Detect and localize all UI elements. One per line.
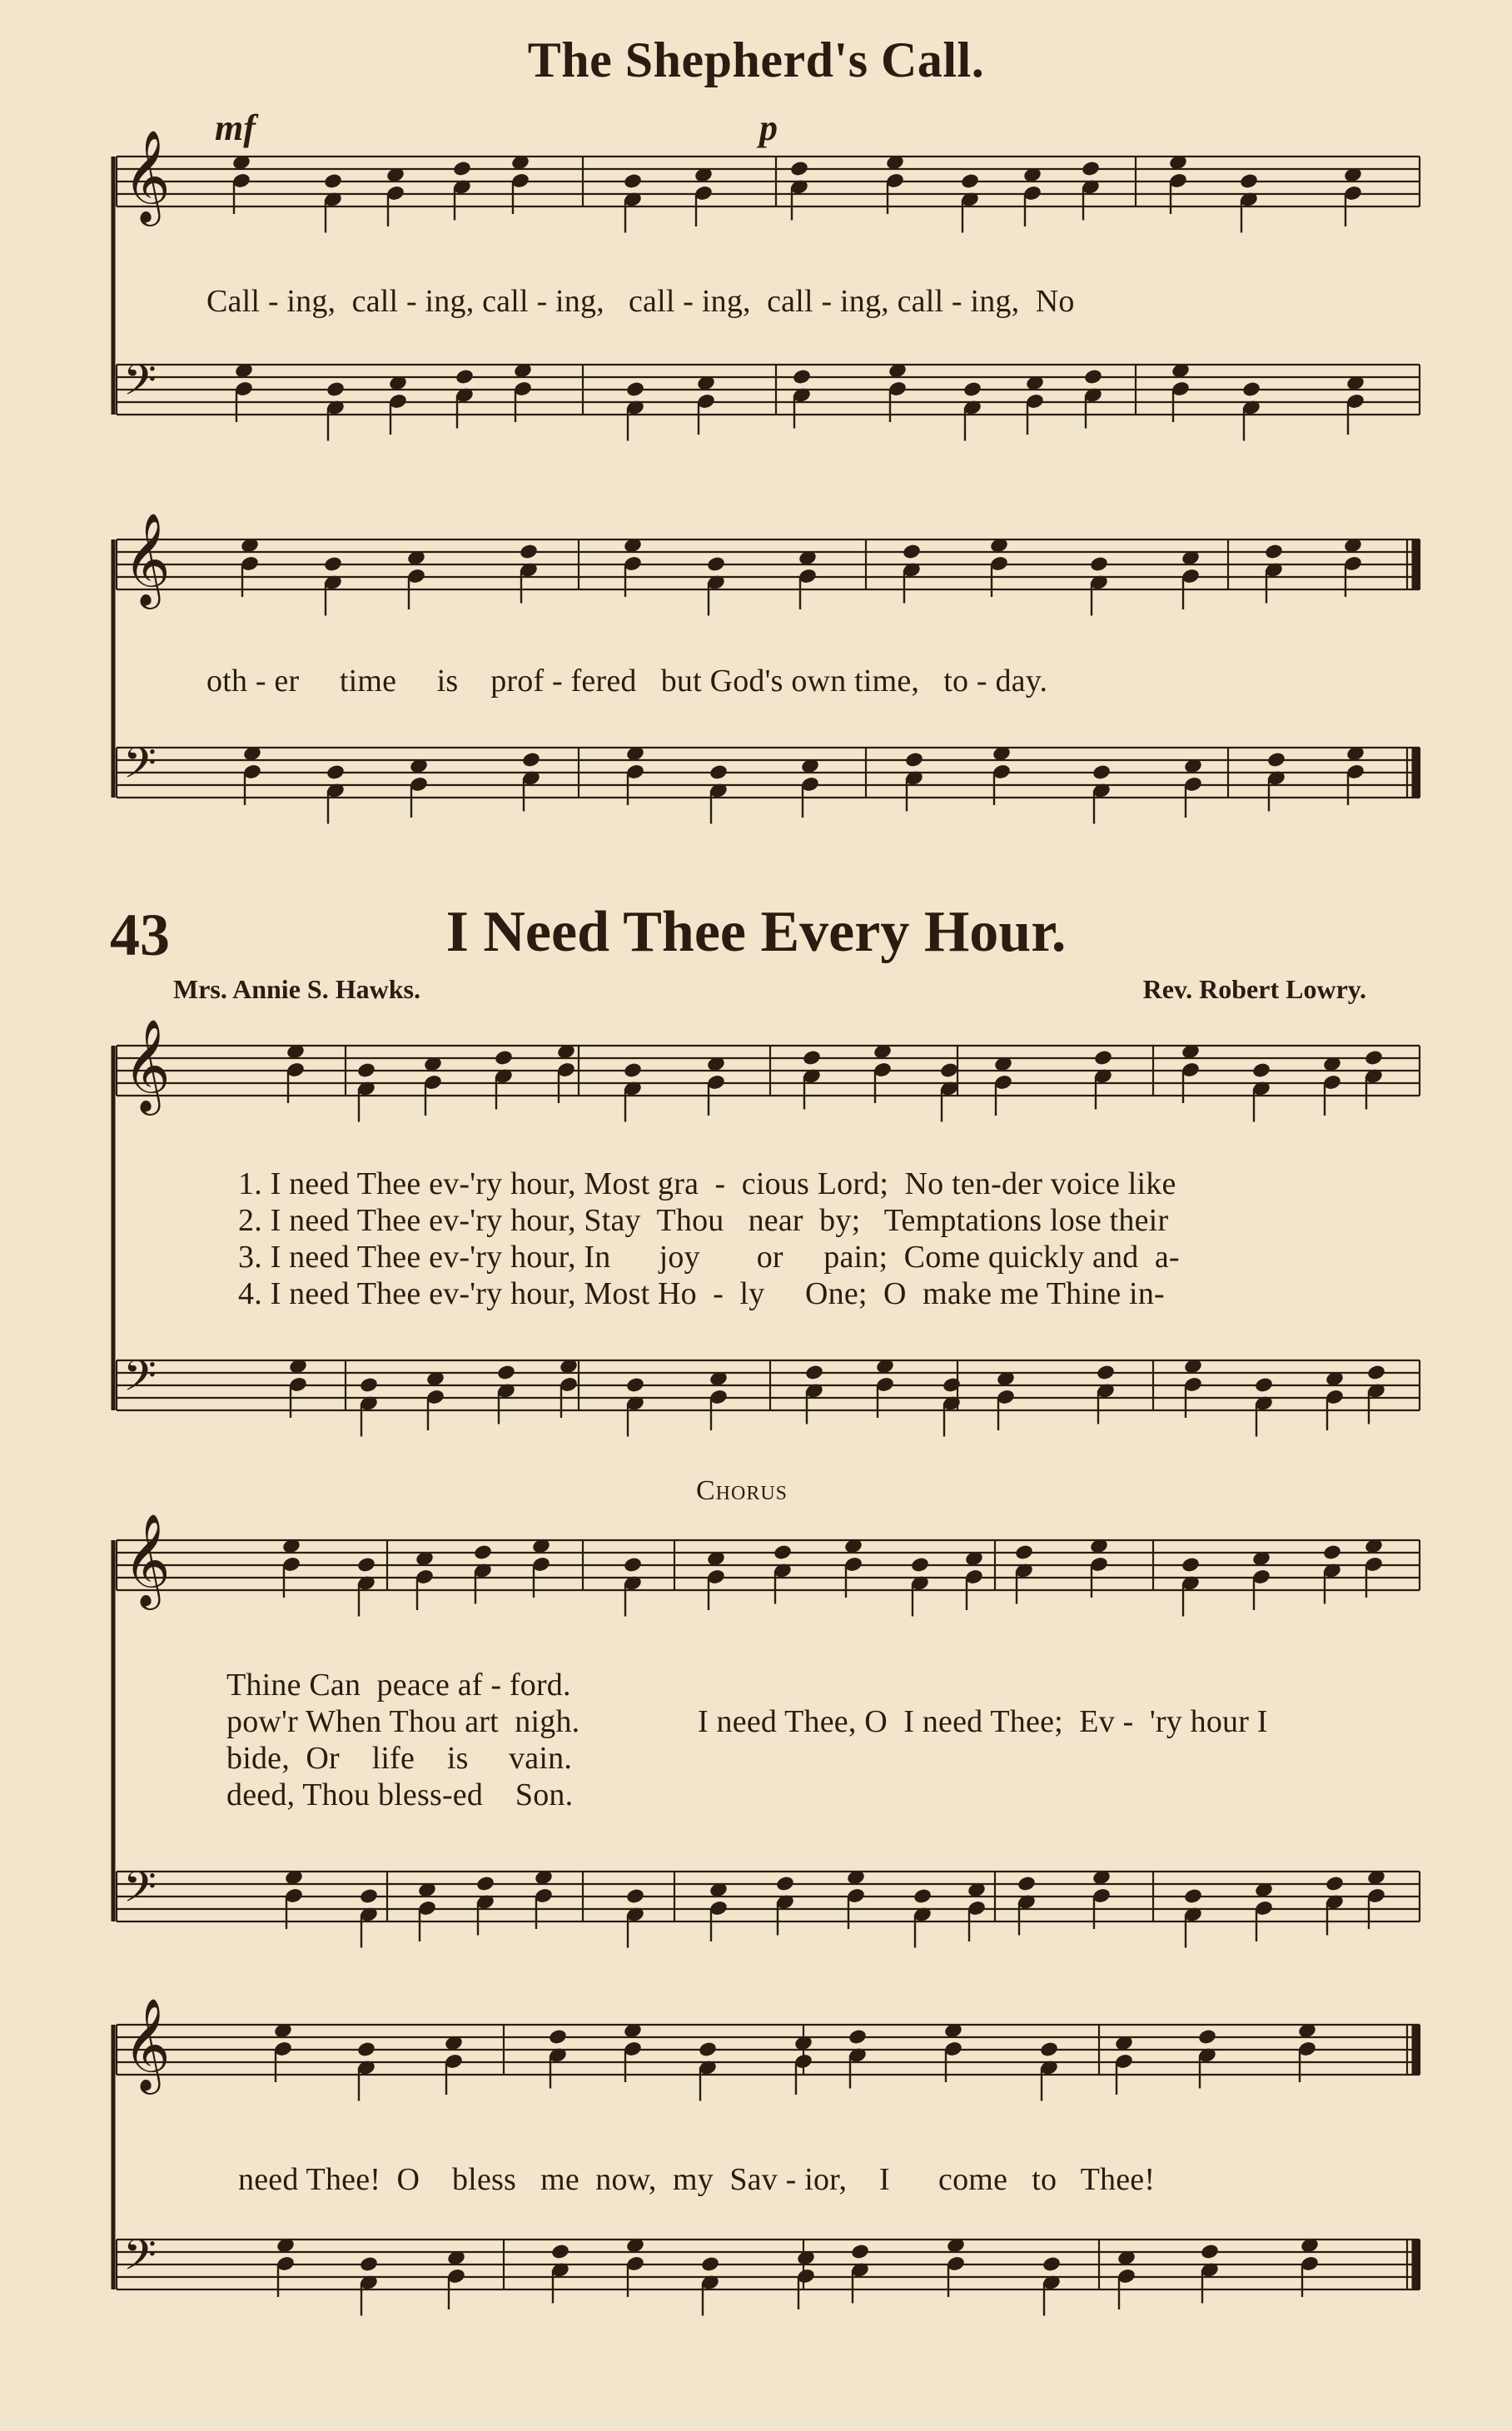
treble-note: [356, 2041, 376, 2058]
hymn-number: 43: [110, 902, 170, 968]
bass-note: [1325, 1875, 1345, 1892]
bass-note: [700, 2255, 720, 2273]
bass-note: [359, 2255, 379, 2273]
bass-clef-icon: 𝄢: [123, 355, 157, 415]
bass-note: [359, 1887, 379, 1905]
treble-clef-icon: 𝄞: [123, 1513, 171, 1606]
treble-note: [910, 1556, 930, 1573]
bass-note: [1241, 380, 1261, 398]
treble-staff: [117, 1018, 1420, 1116]
chorus-lyrics-line: need Thee! O bless me now, my Sav - ior, I come to Thee!: [238, 2162, 1156, 2197]
treble-note: [773, 1544, 793, 1561]
chorus-label: Chorus: [696, 1475, 788, 1506]
treble-note: [1093, 1049, 1113, 1066]
chorus-lead-line-2: pow'r When Thou art nigh.: [226, 1704, 580, 1739]
bass-note: [942, 1376, 962, 1394]
verse-line-3: 3. I need Thee ev-'ry hour, In joy or pain; Come quickly and a-: [238, 1240, 1180, 1275]
bass-staff: [117, 355, 1420, 415]
author-credit: Mrs. Annie S. Hawks.: [173, 974, 420, 1004]
treble-note: [623, 1556, 643, 1573]
bass-note: [625, 380, 645, 398]
bass-note: [1096, 1364, 1116, 1381]
bass-staff: [117, 1350, 1420, 1411]
composer-credit: Rev. Robert Lowry.: [1142, 974, 1366, 1004]
bass-staff: [117, 738, 1420, 798]
treble-clef-icon: 𝄞: [123, 129, 171, 222]
treble-note: [519, 543, 539, 560]
bass-note: [913, 1887, 933, 1905]
treble-note: [1089, 555, 1109, 573]
treble-note: [323, 555, 343, 573]
hymn-title-i-need-thee: I Need Thee Every Hour.: [445, 900, 1067, 964]
treble-note: [1197, 2028, 1217, 2046]
bass-note: [326, 380, 346, 398]
verse-line-1: 1. I need Thee ev-'ry hour, Most gra - cious Lord; No ten-der voice like: [238, 1166, 1176, 1201]
bass-clef-icon: 𝄢: [123, 2230, 157, 2290]
treble-note: [706, 555, 726, 573]
treble-note: [473, 1544, 493, 1561]
bass-note: [550, 2243, 570, 2260]
treble-clef-icon: 𝄞: [123, 512, 171, 605]
bass-note: [455, 368, 475, 385]
bass-note: [1083, 368, 1103, 385]
bass-note: [1254, 1376, 1274, 1394]
treble-staff: [117, 1997, 1420, 2095]
bass-note: [1092, 763, 1112, 781]
dynamic-marking-p: p: [759, 107, 778, 148]
lyrics-line: Call - ing, call - ing, call - ing, call - ing, call - ing, call - ing, No: [206, 284, 1075, 319]
bass-note: [625, 1887, 645, 1905]
treble-clef-icon: 𝄞: [123, 1018, 171, 1111]
treble-note: [1181, 1556, 1201, 1573]
treble-note: [356, 1556, 376, 1573]
chorus-lead-line-4: deed, Thou bless-ed Son.: [226, 1777, 574, 1812]
chorus-lyrics-line: I need Thee, O I need Thee; Ev - 'ry hour I: [698, 1704, 1268, 1739]
treble-note: [323, 172, 343, 190]
bass-note: [1042, 2255, 1062, 2273]
bass-clef-icon: 𝄢: [123, 738, 157, 798]
bass-note: [904, 751, 924, 768]
treble-note: [494, 1049, 514, 1066]
bass-clef-icon: 𝄢: [123, 1350, 157, 1411]
bass-note: [1200, 2243, 1220, 2260]
treble-note: [1364, 1049, 1384, 1066]
bass-note: [850, 2243, 870, 2260]
treble-note: [623, 172, 643, 190]
dynamic-marking-mf: mf: [215, 107, 256, 148]
treble-note: [1251, 1061, 1271, 1079]
bass-note: [1017, 1875, 1037, 1892]
verse-line-2: 2. I need Thee ev-'ry hour, Stay Thou near by; Temptations lose their: [238, 1203, 1169, 1238]
treble-note: [1014, 1544, 1034, 1561]
treble-note: [1264, 543, 1284, 560]
treble-note: [802, 1049, 822, 1066]
treble-staff: [117, 1513, 1420, 1610]
bass-note: [1183, 1887, 1203, 1905]
bass-note: [1366, 1364, 1386, 1381]
treble-note: [789, 160, 809, 177]
treble-note: [698, 2041, 718, 2058]
treble-note: [902, 543, 922, 560]
bass-note: [1266, 751, 1286, 768]
chorus-lead-line-3: bide, Or life is vain.: [226, 1741, 573, 1776]
bass-note: [804, 1364, 824, 1381]
bass-note: [326, 763, 346, 781]
verse-line-4: 4. I need Thee ev-'ry hour, Most Ho - ly One; O make me Thine in-: [238, 1276, 1165, 1311]
bass-note: [709, 763, 729, 781]
treble-note: [623, 1061, 643, 1079]
bass-note: [775, 1875, 795, 1892]
bass-note: [475, 1875, 495, 1892]
treble-note: [848, 2028, 868, 2046]
chorus-lead-line-1: Thine Can peace af - ford.: [226, 1668, 571, 1703]
treble-note: [1039, 2041, 1059, 2058]
treble-note: [1322, 1544, 1342, 1561]
bass-note: [521, 751, 541, 768]
bass-note: [625, 1376, 645, 1394]
treble-staff: [117, 512, 1420, 609]
treble-note: [548, 2028, 568, 2046]
treble-note: [1239, 172, 1259, 190]
treble-note: [1081, 160, 1101, 177]
bass-clef-icon: 𝄢: [123, 1862, 157, 1922]
bass-note: [496, 1364, 516, 1381]
bass-staff: [117, 1862, 1420, 1922]
bass-note: [792, 368, 812, 385]
treble-note: [452, 160, 472, 177]
bass-staff: [117, 2230, 1420, 2290]
bass-note: [359, 1376, 379, 1394]
hymn-title-shepherds-call: The Shepherd's Call.: [527, 32, 985, 87]
bass-note: [962, 380, 982, 398]
treble-note: [356, 1061, 376, 1079]
treble-note: [960, 172, 980, 190]
treble-note: [939, 1061, 959, 1079]
lyrics-line: oth - er time is prof - fered but God's own time, to - day.: [206, 664, 1048, 698]
treble-clef-icon: 𝄞: [123, 1997, 171, 2090]
